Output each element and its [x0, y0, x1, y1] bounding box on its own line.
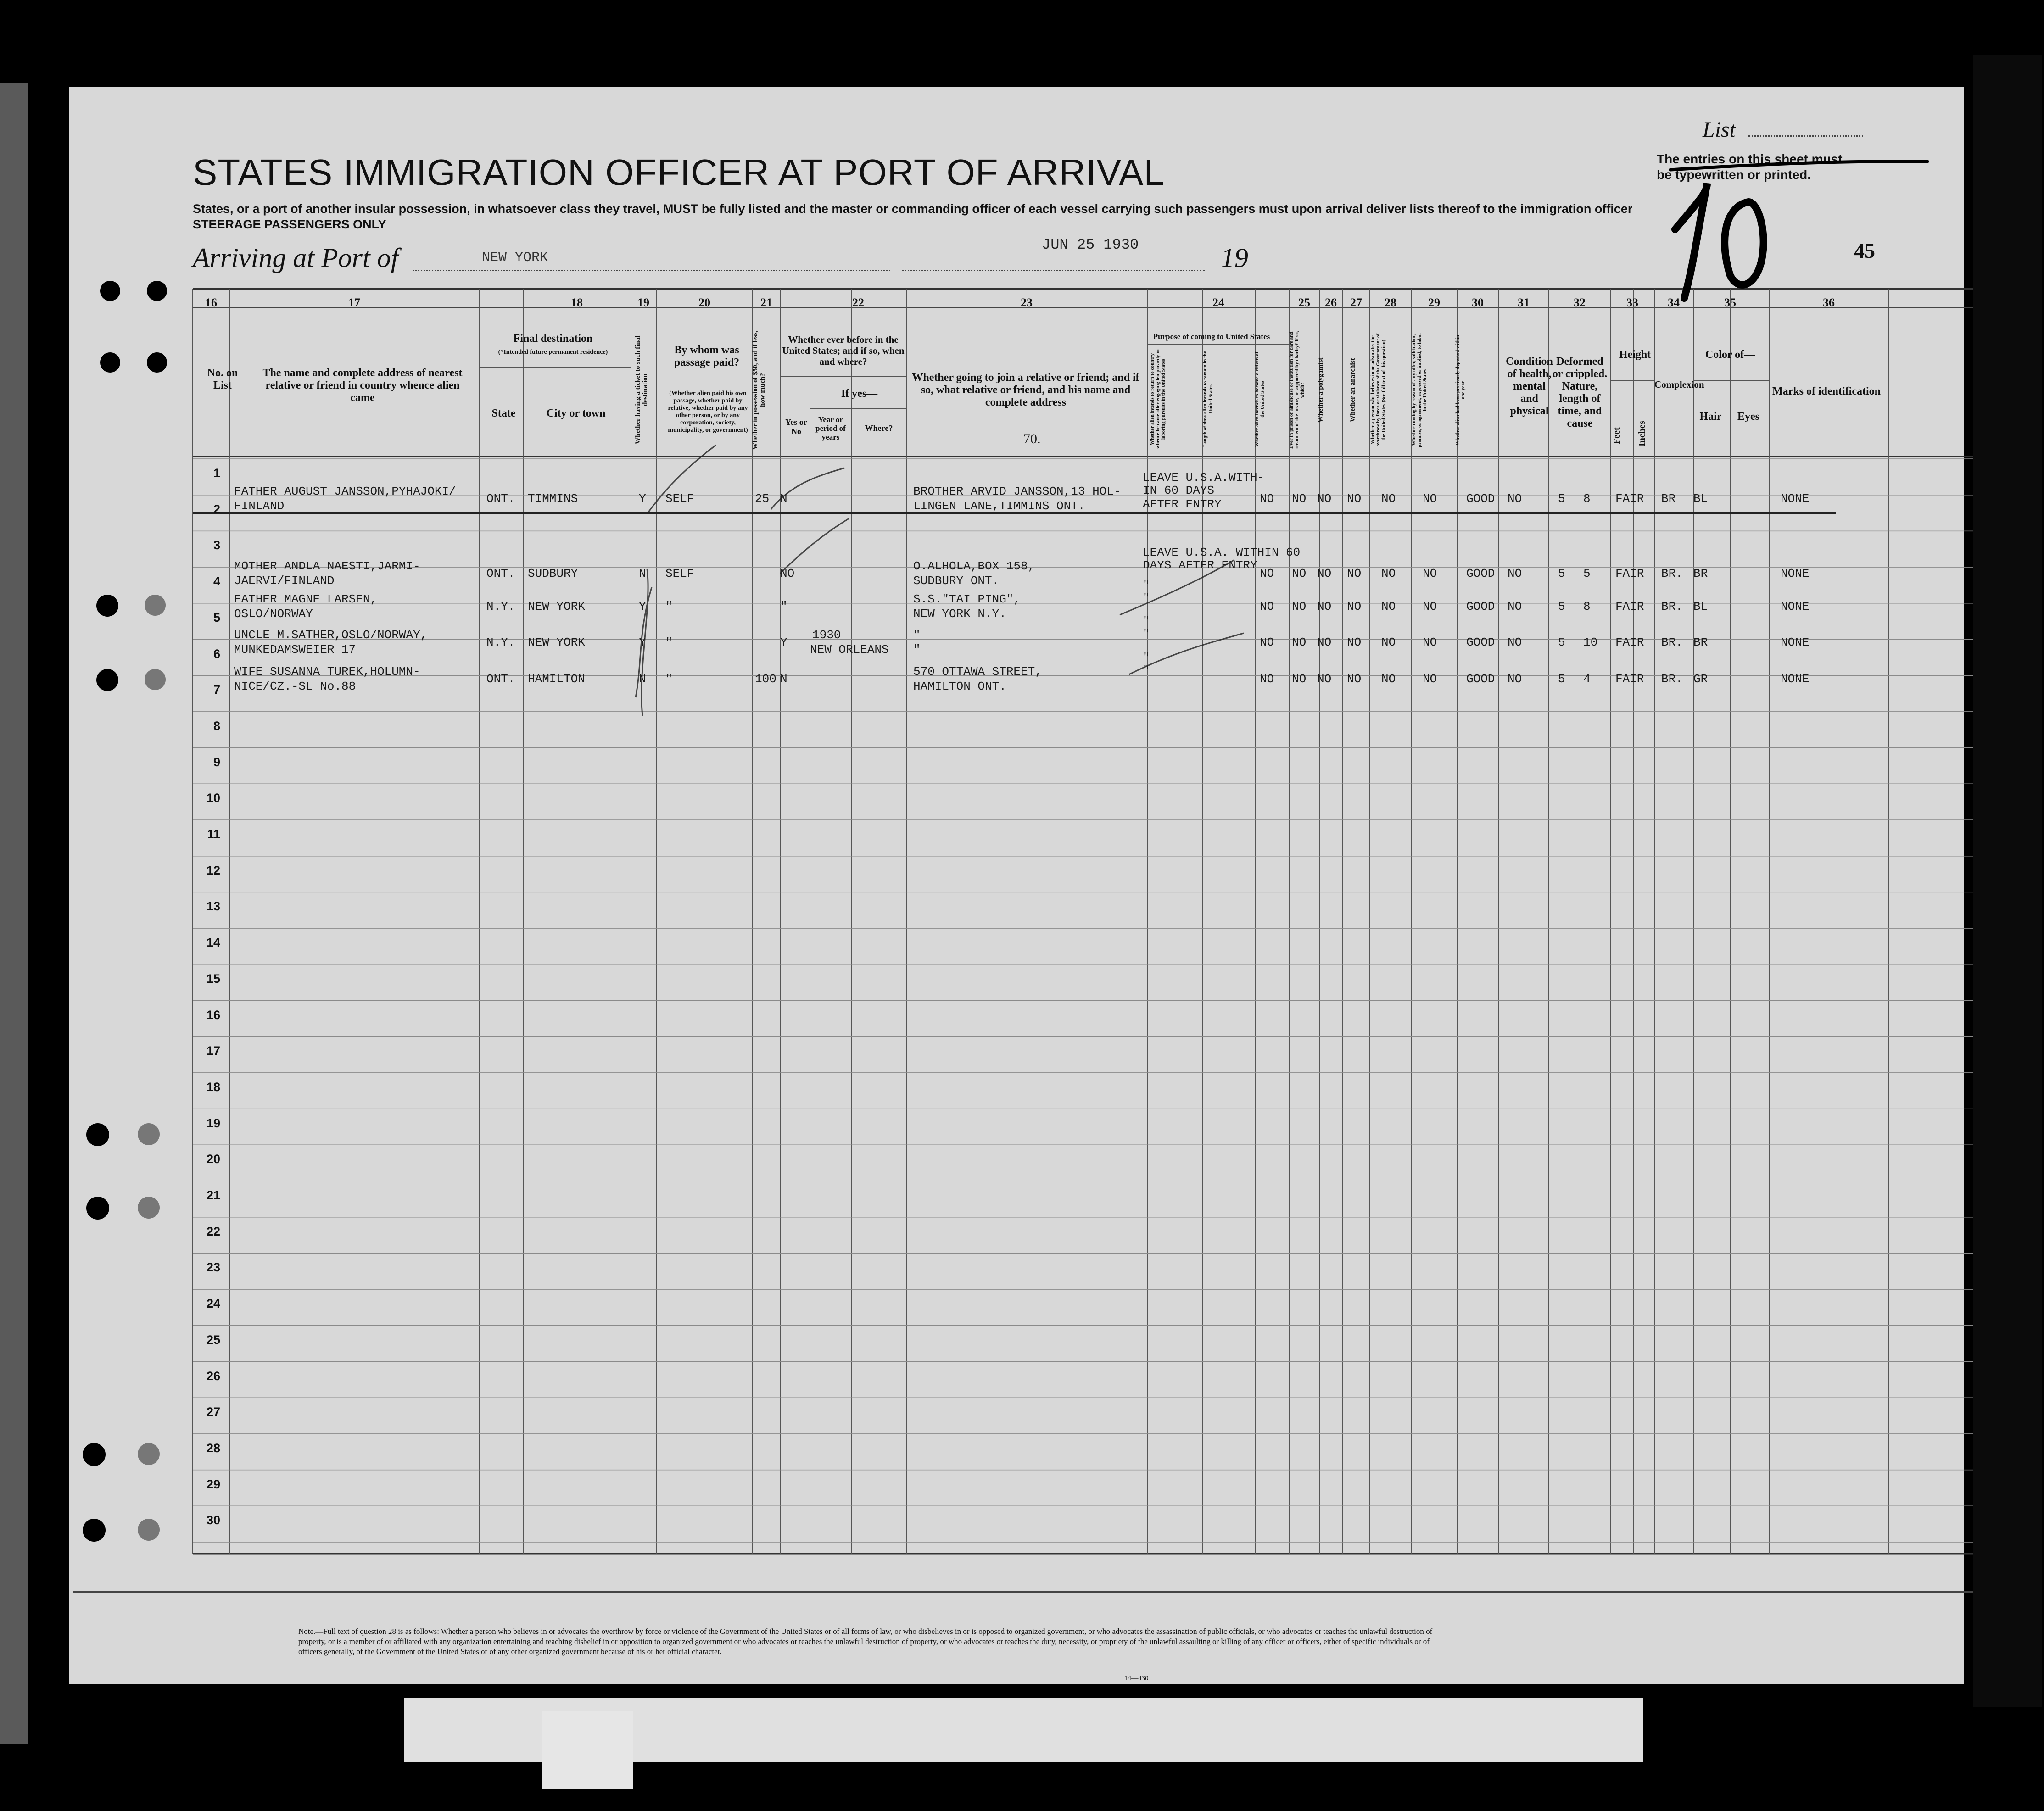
cell-join-1: 570 OTTAWA STREET, — [913, 665, 1042, 679]
row-number: 14 — [206, 936, 220, 950]
cell-complexion: FAIR — [1615, 600, 1644, 613]
cell-join-2: LINGEN LANE,TIMMINS ONT. — [913, 499, 1085, 513]
cell-before: NO — [780, 567, 795, 580]
cell-paid: SELF — [665, 567, 694, 580]
column-number: 19 — [637, 296, 649, 309]
row-number: 7 — [213, 683, 220, 697]
column-number: 22 — [852, 296, 864, 309]
row-number: 27 — [206, 1405, 220, 1419]
cell-purpose-1: LEAVE U.S.A. WITHIN 60 — [1143, 546, 1301, 559]
cell-deformed: NO — [1508, 635, 1522, 649]
cell-inches: 8 — [1583, 600, 1591, 613]
row-number: 17 — [206, 1044, 220, 1058]
cell-ticket: Y — [639, 600, 646, 613]
column-number: 25 — [1298, 296, 1310, 309]
cell-relative-1: UNCLE M.SATHER,OSLO/NORWAY, — [234, 628, 428, 642]
cell-city: NEW YORK — [528, 600, 585, 613]
cell-deformed: NO — [1508, 672, 1522, 686]
row-number: 15 — [206, 971, 220, 986]
cell-purpose-1: " — [1143, 651, 1150, 665]
column-number: 32 — [1574, 296, 1586, 309]
cell-health: GOOD — [1466, 492, 1495, 506]
cell-inches: 4 — [1583, 672, 1591, 686]
cell-c30: NO — [1423, 492, 1437, 506]
cell-c28: NO — [1347, 600, 1362, 613]
cell-marks: NONE — [1781, 567, 1809, 580]
header-prison: Ever in prison or almshouse or institution for care and treatment of the insane, or supported by charity? If so, which? — [1289, 331, 1305, 449]
cell-feet: 5 — [1558, 635, 1565, 649]
row-number: 21 — [206, 1188, 220, 1202]
cell-hair: BR. — [1661, 600, 1683, 613]
cell-eyes: BL — [1693, 492, 1708, 506]
cell-hair: BR. — [1661, 672, 1683, 686]
arrival-date-stamp: JUN 25 1930 — [1042, 236, 1139, 253]
column-number: 21 — [760, 296, 772, 309]
cell-feet: 5 — [1558, 567, 1565, 580]
row-number: 12 — [206, 863, 220, 877]
header-purpose-return: Whether alien intends to return to country whence he came after engaging temporarily in laboring pursuits in the United States — [1150, 349, 1166, 449]
cell-feet: 5 — [1558, 600, 1565, 613]
column-number: 28 — [1385, 296, 1396, 309]
cell-marks: NONE — [1781, 600, 1809, 613]
cell-year: 1930 — [812, 628, 841, 642]
column-number: 17 — [348, 296, 360, 309]
cell-hair: BR. — [1661, 635, 1683, 649]
cell-paid: " — [665, 635, 673, 649]
header-inches: Inches — [1637, 421, 1647, 446]
page-number: 45 — [1854, 239, 1875, 262]
row-number: 6 — [213, 646, 220, 661]
header-yes-no: Yes or No — [785, 418, 807, 436]
header-feet: Feet — [1612, 427, 1622, 445]
cell-paid: SELF — [665, 492, 694, 506]
cell-ticket: Y — [639, 492, 646, 506]
cell-ticket: N — [639, 567, 646, 580]
header-year-period: Year or period of years — [815, 415, 846, 441]
cell-money: 25 — [755, 492, 770, 506]
header-eyes: Eyes — [1737, 411, 1759, 423]
cell-before: N — [780, 492, 787, 506]
row-number: 28 — [206, 1441, 220, 1455]
header-nearest-relative: The name and complete address of nearest relative or friend in country whence alien came — [262, 367, 463, 404]
year-label: 19 — [1221, 243, 1248, 273]
cell-join-1: O.ALHOLA,BOX 158, — [913, 559, 1035, 573]
header-ticket: Whether having a ticket to such final destination — [634, 335, 649, 445]
cell-relative-2: NICE/CZ.-SL No.88 — [234, 680, 356, 693]
cell-state: ONT. — [486, 492, 515, 506]
cell-c27: NO — [1317, 492, 1332, 506]
cell-relative-2: JAERVI/FINLAND — [234, 574, 335, 588]
cell-eyes: BL — [1693, 600, 1708, 613]
cell-hair: BR. — [1661, 567, 1683, 580]
cell-city: NEW YORK — [528, 635, 585, 649]
cell-state: N.Y. — [486, 600, 515, 613]
cell-c26: NO — [1292, 567, 1307, 580]
cell-relative-1: FATHER MAGNE LARSEN, — [234, 592, 378, 606]
cell-c30: NO — [1423, 600, 1437, 613]
cell-c27: NO — [1317, 567, 1332, 580]
cell-c28: NO — [1347, 567, 1362, 580]
cell-purpose-1: " — [1143, 614, 1150, 628]
header-overthrow: Whether a person who believes in or advocates the overthrow by force or violence of the Government of the United States (See full text of this question) — [1370, 333, 1386, 447]
cell-before: Y — [780, 635, 787, 649]
header-complexion: Complexion — [1654, 379, 1704, 390]
header-state: State — [491, 407, 516, 419]
cell-c27: NO — [1317, 635, 1332, 649]
cell-c30: NO — [1423, 672, 1437, 686]
cell-purpose-2: DAYS AFTER ENTRY — [1143, 558, 1257, 572]
header-anarchist: Whether an anarchist — [1349, 358, 1357, 422]
cell-eyes: BR — [1693, 635, 1708, 649]
row-number: 16 — [206, 1008, 220, 1022]
row-number: 29 — [206, 1477, 220, 1491]
cell-relative-1: FATHER AUGUST JANSSON,PYHAJOKI/ — [234, 485, 456, 498]
cell-complexion: FAIR — [1615, 492, 1644, 506]
cell-complexion: FAIR — [1615, 672, 1644, 686]
cell-join-1: S.S."TAI PING", — [913, 592, 1021, 606]
cell-marks: NONE — [1781, 635, 1809, 649]
cell-health: GOOD — [1466, 567, 1495, 580]
column-number: 24 — [1212, 296, 1224, 309]
header-before-us: Whether ever before in the United States; and if so, when and where? — [782, 334, 905, 367]
column-number: 31 — [1518, 296, 1530, 309]
cell-ticket: Y — [639, 635, 646, 649]
header-marks: Marks of identification — [1772, 385, 1881, 397]
header-condition: Condition of health, mental and physical — [1506, 356, 1553, 417]
header-join-relative: Whether going to join a relative or friend; and if so, what relative or friend, and his name and complete address — [912, 372, 1139, 408]
cell-feet: 5 — [1558, 492, 1565, 506]
cell-c25: NO — [1260, 635, 1274, 649]
header-labor-offer: Whether coming by reason of any offer, solicitation, promise, or agreement, expressed or implied, to labor in the United States — [1411, 332, 1428, 448]
cell-deformed: NO — [1508, 492, 1522, 506]
cell-c27: NO — [1317, 672, 1332, 686]
cell-complexion: FAIR — [1615, 567, 1644, 580]
cell-join-1: " — [913, 628, 921, 642]
cell-c25: NO — [1260, 567, 1274, 580]
header-by-whom-note: (Whether alien paid his own passage, whether paid by relative, whether paid by any other person, or by any corporation, society, municipality, or government) — [668, 390, 748, 434]
cell-where: NEW ORLEANS — [810, 643, 889, 657]
cell-hair: BR — [1661, 492, 1676, 506]
column-number: 27 — [1350, 296, 1362, 309]
cell-relative-1: MOTHER ANDLA NAESTI,JARMI- — [234, 559, 420, 573]
cell-paid: " — [665, 672, 673, 686]
cell-c28: NO — [1347, 492, 1362, 506]
footnote: Note.—Full text of question 28 is as follows: Whether a person who believes in or advocates the overthrow by force or violence of the Government of the United States or of all forms of law, or who disbelieves in or is opposed to organized government, or who advocates the assassination of public officials, or who advocates or teaches the unlawful destruction of property, or is a member of or affiliated with any organization entertaining and teaching disbelief in or opposition to organized government or who advocates or teaches the unlawful destruction of property, or who advocates or teaches the duty, necessity, or propriety of the unlawful assaulting or killing of any officer or officers, either of specific individuals or of officers generally, of the Government of the United States or of any other organized government because of his or her official character. — [298, 1627, 1433, 1656]
cell-deformed: NO — [1508, 600, 1522, 613]
column-number: 20 — [698, 296, 710, 309]
cell-c26: NO — [1292, 600, 1307, 613]
header-height: Height — [1619, 349, 1651, 361]
header-possession: Whether in possession of $50, and if less, how much? — [752, 330, 766, 450]
cell-c29: NO — [1381, 567, 1396, 580]
entries-note-line-2: be typewritten or printed. — [1657, 167, 1811, 182]
row-number: 10 — [206, 791, 220, 805]
cell-c25: NO — [1260, 600, 1274, 613]
row-number: 11 — [207, 827, 220, 841]
cell-marks: NONE — [1781, 672, 1809, 686]
row-number: 3 — [213, 538, 220, 552]
cell-purpose-1: " — [1143, 579, 1150, 592]
cell-relative-2: FINLAND — [234, 499, 285, 513]
port-value: NEW YORK — [482, 250, 548, 266]
cell-relative-2: MUNKEDAMSWEIER 17 — [234, 643, 356, 657]
header-color-of: Color of— — [1705, 349, 1755, 361]
header-deported: Whether alien had been previously deported within one year — [1455, 334, 1466, 446]
header-if-yes: If yes— — [841, 388, 878, 400]
cell-health: GOOD — [1466, 635, 1495, 649]
cell-purpose-2: " — [1143, 591, 1150, 605]
header-city: City or town — [546, 407, 606, 419]
cell-purpose-2: " — [1143, 664, 1150, 678]
cell-purpose-3: AFTER ENTRY — [1143, 497, 1222, 511]
cell-state: ONT. — [486, 672, 515, 686]
row-number: 20 — [206, 1152, 220, 1166]
column-number: 23 — [1021, 296, 1033, 309]
row-number: 30 — [206, 1513, 220, 1527]
row-number: 13 — [206, 899, 220, 914]
cell-join-2: HAMILTON ONT. — [913, 680, 1006, 693]
list-label: List — [1703, 117, 1736, 142]
column-number: 30 — [1472, 296, 1484, 309]
cell-paid: " — [665, 600, 673, 613]
cell-c29: NO — [1381, 492, 1396, 506]
cell-c29: NO — [1381, 635, 1396, 649]
cell-deformed: NO — [1508, 567, 1522, 580]
column-number: 16 — [205, 296, 217, 309]
cell-c30: NO — [1423, 635, 1437, 649]
cell-before: N — [780, 672, 787, 686]
cell-join-2: NEW YORK N.Y. — [913, 607, 1006, 621]
row-number: 25 — [206, 1332, 220, 1347]
header-final-destination-note: (*Intended future permanent residence) — [498, 349, 608, 356]
header-final-destination: Final destination — [513, 333, 593, 345]
form-title: STATES IMMIGRATION OFFICER AT PORT OF ARRIVAL — [193, 152, 1165, 193]
cell-city: TIMMINS — [528, 492, 578, 506]
row-number: 22 — [206, 1224, 220, 1238]
header-purpose-length: Length of time alien intends to remain in the United States — [1202, 351, 1213, 447]
header-purpose: Purpose of coming to United States — [1153, 332, 1270, 341]
cell-state: ONT. — [486, 567, 515, 580]
cell-health: GOOD — [1466, 672, 1495, 686]
column-number: 18 — [571, 296, 583, 309]
cell-c25: NO — [1260, 672, 1274, 686]
cell-feet: 5 — [1558, 672, 1565, 686]
header-by-whom: By whom was passage paid? — [674, 344, 740, 368]
row-number: 9 — [213, 755, 220, 769]
row-number: 5 — [213, 610, 220, 624]
header-where: Where? — [865, 423, 893, 433]
column-number: 29 — [1428, 296, 1440, 309]
column-number: 26 — [1325, 296, 1337, 309]
row-number: 18 — [206, 1080, 220, 1094]
column-number: 35 — [1724, 296, 1736, 309]
cell-complexion: FAIR — [1615, 635, 1644, 649]
cell-health: GOOD — [1466, 600, 1495, 613]
cell-ticket: N — [639, 672, 646, 686]
row-number: 4 — [213, 574, 220, 589]
cell-inches: 5 — [1583, 567, 1591, 580]
row-number: 26 — [206, 1369, 220, 1383]
cell-c28: NO — [1347, 672, 1362, 686]
row-number: 19 — [206, 1116, 220, 1130]
cell-before: " — [780, 600, 787, 613]
cell-join-1: BROTHER ARVID JANSSON,13 HOL- — [913, 485, 1121, 498]
cell-c28: NO — [1347, 635, 1362, 649]
cell-inches: 10 — [1583, 635, 1598, 649]
row-number: 8 — [213, 719, 220, 733]
cell-c26: NO — [1292, 492, 1307, 506]
form-number: 14—430 — [1124, 1675, 1149, 1682]
cell-marks: NONE — [1781, 492, 1809, 506]
cell-city: HAMILTON — [528, 672, 585, 686]
cell-purpose-1: LEAVE U.S.A.WITH- — [1143, 471, 1265, 485]
column-number: 34 — [1668, 296, 1680, 309]
cell-relative-2: OSLO/NORWAY — [234, 607, 313, 621]
cell-purpose-2: " — [1143, 627, 1150, 641]
cell-join-2: SUDBURY ONT. — [913, 574, 1000, 588]
row-number: 2 — [213, 502, 220, 516]
steerage-label: STEERAGE PASSENGERS ONLY — [193, 217, 386, 231]
header-hair: Hair — [1699, 411, 1722, 423]
cell-city: SUDBURY — [528, 567, 578, 580]
column-number: 36 — [1823, 296, 1835, 309]
header-deformed: Deformed or crippled. Nature, length of time, and cause — [1552, 356, 1608, 429]
cell-state: N.Y. — [486, 635, 515, 649]
arriving-label: Arriving at Port of — [193, 243, 399, 273]
cell-join-2: " — [913, 643, 921, 657]
cell-c26: NO — [1292, 635, 1307, 649]
cell-purpose-2: IN 60 DAYS — [1143, 484, 1215, 497]
cell-c29: NO — [1381, 600, 1396, 613]
cell-eyes: GR — [1693, 672, 1708, 686]
header-polygamist: Whether a polygamist — [1317, 357, 1324, 423]
form-instructions: States, or a port of another insular possession, in whatsoever class they travel, MUST be fully listed and the master or commanding officer of each vessel carrying such passengers must upon arrival deliver lists thereof to the immigration officer — [193, 202, 1633, 216]
row-number: 24 — [206, 1297, 220, 1311]
stamp-70: 70. — [1023, 431, 1041, 446]
cell-c29: NO — [1381, 672, 1396, 686]
cell-c27: NO — [1317, 600, 1332, 613]
entries-note-line-1: The entries on this sheet must — [1657, 152, 1843, 166]
cell-money: 100 — [755, 672, 776, 686]
cell-eyes: BR — [1693, 567, 1708, 580]
cell-c26: NO — [1292, 672, 1307, 686]
cell-inches: 8 — [1583, 492, 1591, 506]
header-purpose-citizen: Whether alien intends to become a citizen of the United States — [1254, 351, 1265, 447]
cell-c30: NO — [1423, 567, 1437, 580]
column-number: 33 — [1626, 296, 1638, 309]
row-number: 1 — [213, 466, 220, 480]
header-no-on-list: No. on List — [207, 367, 238, 391]
cell-c25: NO — [1260, 492, 1274, 506]
cell-relative-1: WIFE SUSANNA TUREK,HOLUMN- — [234, 665, 420, 679]
row-number: 23 — [206, 1260, 220, 1275]
